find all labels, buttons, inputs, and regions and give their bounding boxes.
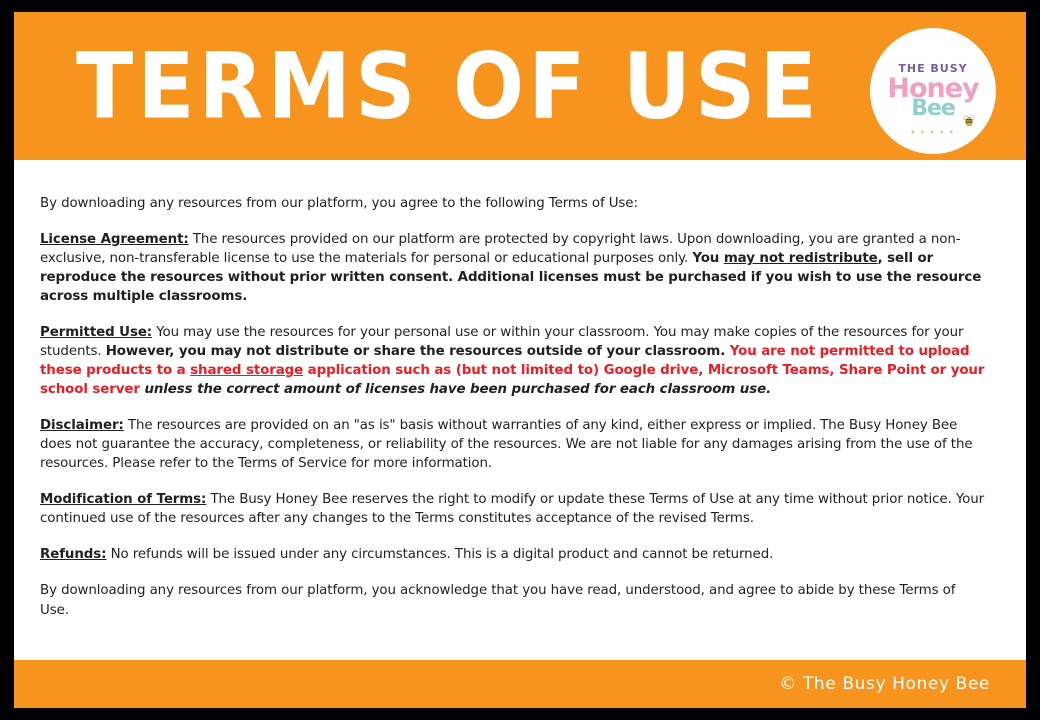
logo-dots-decoration: • • • • •	[911, 127, 955, 137]
logo-line-bee: Bee	[911, 96, 955, 122]
refunds-text: No refunds will be issued under any circumstances. This is a digital product and cannot be returned.	[106, 547, 774, 563]
disclaimer-label: Disclaimer:	[40, 418, 124, 434]
permitted-use-warning-2: application such as (but not limited to) Google drive, Microsoft Teams, Share Point or your school server	[40, 363, 985, 398]
brand-logo	[870, 28, 996, 154]
terms-content	[14, 160, 1026, 660]
document-header	[14, 12, 1026, 160]
refunds-label: Refunds:	[40, 547, 107, 563]
license-agreement-text-1: The resources provided on our platform are protected by copyright laws. Upon downloading, you are granted a non-exclusive, non-transferable license to use the materials for personal or educational purposes only.	[40, 232, 961, 267]
bee-icon	[962, 113, 976, 130]
closing-paragraph	[40, 581, 988, 619]
refunds-paragraph	[40, 545, 988, 564]
intro-paragraph	[40, 194, 988, 213]
permitted-use-warning-1: You are not permitted to upload these products to a	[40, 344, 970, 379]
copyright-text: © The Busy Honey Bee	[779, 674, 990, 694]
logo-inner	[874, 32, 992, 150]
disclaimer-paragraph	[40, 416, 988, 473]
permitted-use-license-condition: unless the correct amount of licenses have been purchased for each classroom use.	[144, 382, 772, 398]
license-agreement-no-redistribute: may not redistribute	[723, 251, 878, 267]
permitted-use-bold-1: However, you may not distribute or share the resources outside of your classroom.	[105, 344, 730, 360]
permitted-use-paragraph	[40, 323, 988, 399]
closing-text: By downloading any resources from our platform, you acknowledge that you have read, understood, and agree to abide by these Terms of Use.	[40, 583, 956, 618]
permitted-use-text-1: You may use the resources for your personal use or within your classroom. You may make copies of the resources for your students.	[40, 325, 964, 360]
license-agreement-bold-1: You	[692, 251, 724, 267]
license-agreement-paragraph	[40, 230, 988, 306]
page-title: TERMS OF USE	[76, 33, 821, 139]
permitted-use-shared-storage: shared storage	[190, 363, 304, 379]
modification-of-terms-label: Modification of Terms:	[40, 492, 207, 508]
logo-line-honey: Honey	[887, 72, 979, 104]
intro-text: By downloading any resources from our platform, you agree to the following Terms of Use:	[40, 196, 638, 211]
document-footer	[14, 660, 1026, 708]
license-agreement-label: License Agreement:	[40, 232, 189, 248]
license-agreement-bold-2: , sell or reproduce the resources without prior written consent. Additional licenses must be purchased if you wish to use the resource across multiple classrooms.	[40, 251, 982, 305]
modification-of-terms-paragraph	[40, 490, 988, 528]
modification-of-terms-text: The Busy Honey Bee reserves the right to modify or update these Terms of Use at any time without prior notice. Your continued use of the resources after any changes to the Terms constitutes acceptance of the revised Terms.	[40, 492, 985, 527]
logo-line-the-busy: THE BUSY	[898, 61, 968, 75]
permitted-use-label: Permitted Use:	[40, 325, 153, 341]
disclaimer-text: The resources are provided on an "as is" basis without warranties of any kind, either express or implied. The Busy Honey Bee does not guarantee the accuracy, completeness, or reliability of the resources. We are not liable for any damages arising from the use of the resources. Please refer to the Terms of Service for more information.	[40, 418, 973, 472]
